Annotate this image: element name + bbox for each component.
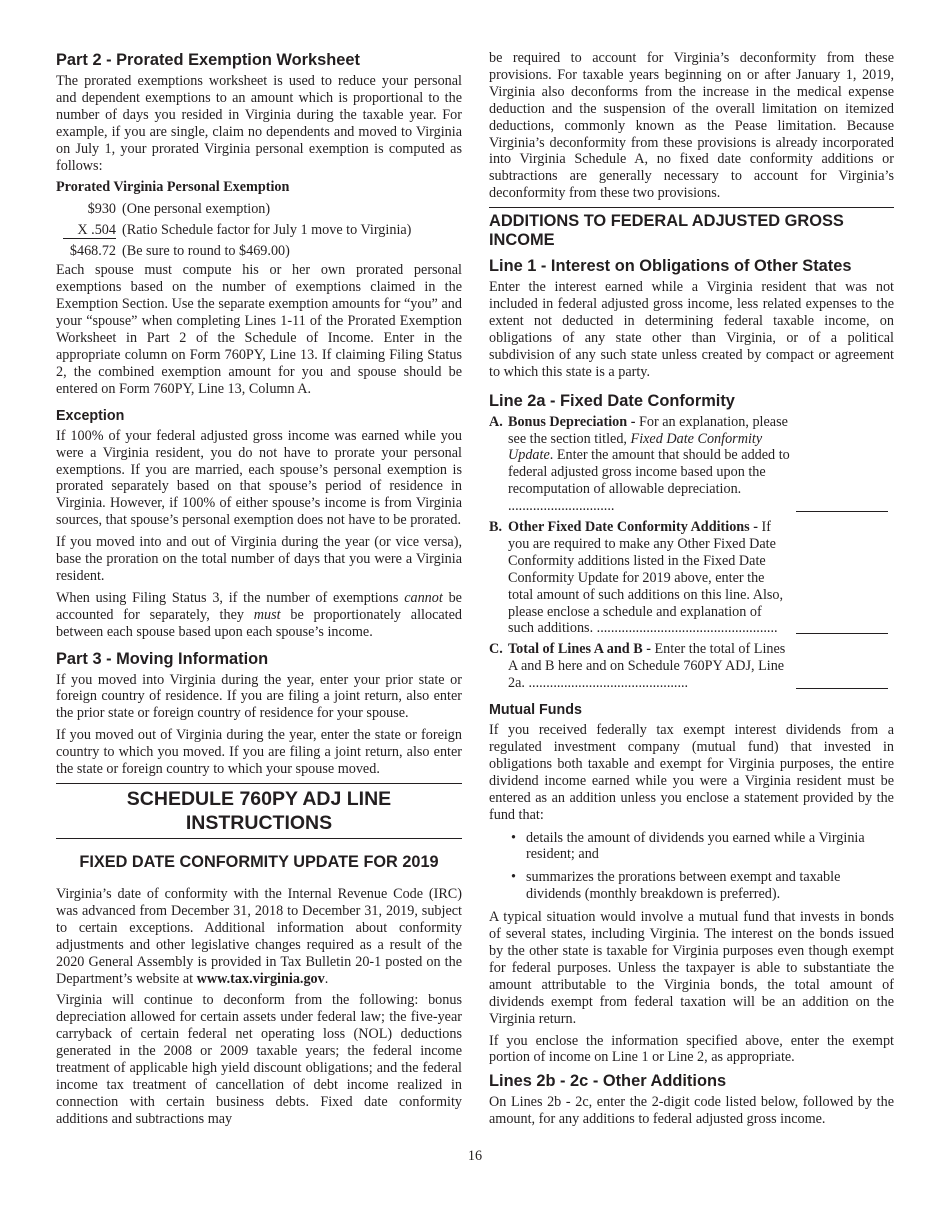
- exemption-calculation: [56, 199, 462, 262]
- mutual-funds-p3: If you enclose the information specified above, enter the exempt portion of income on Line 1 or Line 2, as appropriate.: [489, 1032, 894, 1066]
- item-label: A.: [489, 413, 503, 430]
- part2-para2: Each spouse must compute his or her own prorated personal exemptions based on the number of exemptions claimed in the Exemption Section. Use the separate exemption amounts for “you” and your “spouse” when completing Lines 1-11 of the Prorated Exemption Worksheet in Part 2 of the Schedule of Income. Enter in the appropriate column on Form 760PY, Line 13. If claiming Filing Status 2, the combined exemption amount for you and spouse should be entered on Form 760PY, Line 13, Column A.: [56, 262, 462, 397]
- text-run: For an explanation, please see the section titled,: [508, 413, 788, 447]
- example-heading: Prorated Virginia Personal Exemption: [56, 179, 290, 196]
- amount-blank-line: [796, 633, 888, 634]
- mutual-funds-p2: A typical situation would involve a mutual fund that invests in bonds of several states, including Virginia. The interest on the bonds issued by the other state is taxable for Virginia purposes even though exempt for federal purposes. Unless the taxpayer is able to substantiate the amount attributable to the Virginia bonds, the total amount of dividends exempt from federal taxation will be an addition on the Virginia return.: [489, 909, 894, 1027]
- text-run: . Enter the amount that should be added to federal adjusted gross income based upon the recomputation of allowable depreciation. ..............................: [508, 447, 790, 515]
- item-label: C.: [489, 641, 503, 658]
- part3-p1: If you moved into Virginia during the year, enter your prior state or foreign country of residence. If you are filing a joint return, also enter the prior state or foreign country of residence for your spouse.: [56, 671, 462, 722]
- part3-p2: If you moved out of Virginia during the year, enter the state or foreign country to which you moved. If you are filing a joint return, also enter the state or foreign country to which your spouse moved.: [56, 727, 462, 778]
- calc-row: [56, 199, 462, 220]
- additions-heading: ADDITIONS TO FEDERAL ADJUSTED GROSS INCOME: [489, 212, 844, 250]
- divider: [489, 207, 894, 208]
- mutual-funds-p1: If you received federally tax exempt interest dividends from a regulated investment company (mutual fund) that invested in obligations both taxable and exempt for Virginia purposes, the entire dividend income earned while you were a Virginia resident must be entered as an addition unless you enclose a statement provided by the fund that:: [489, 722, 894, 823]
- line2a-item-b: [489, 519, 894, 637]
- text-run: .: [324, 970, 329, 987]
- exception-p3: [56, 590, 462, 641]
- text-run: If you are required to make any Other Fixed Date Conformity additions listed in the Fixed Date Conformity Update for 2019 above, enter the total amount of such additions on this line. Also, please enclose a schedule and explanation of such additions. ...................................................: [508, 519, 784, 637]
- text-run: Enter the total of Lines A and B here and on Schedule 760PY ADJ, Line 2a. .............................................: [508, 641, 786, 692]
- item-italic: Fixed Date Conformity Update: [508, 430, 763, 464]
- page-number: 16: [467, 1148, 483, 1164]
- item-text: [508, 641, 790, 692]
- item-label: B.: [489, 519, 503, 536]
- calc-amount: [56, 220, 122, 241]
- calc-amount-value: X .504: [63, 222, 116, 239]
- mutual-funds-bullets: [489, 830, 894, 904]
- exception-p1: If 100% of your federal adjusted gross income was earned while you were a Virginia resident, you do not have to prorate your personal exemptions. If you are married, each spouse’s personal exemption is prorated separately based on that spouse’s period of residence in Virginia. However, if 100% of either spouse’s income is from Virginia sources, that spouse’s personal exemption does not have to be prorated.: [56, 427, 462, 529]
- continued-paragraph: be required to account for Virginia’s deconformity from these provisions. For taxable years beginning on or after January 1, 2019, Virginia also deconforms from the increase in the medical expense deduction and the suspension of the overall limitation on itemized deductions, commonly known as the Pease limitation. Because Virginia’s deconformity from these provisions is already incorporated into Virginia Schedule A, no fixed date conformity additions or subtractions are generally necessary to account for Virginia’s deconformity from these two provisions.: [489, 50, 894, 202]
- fixed-date-heading: FIXED DATE CONFORMITY UPDATE FOR 2019: [79, 853, 439, 871]
- item-text: [508, 414, 790, 515]
- part2-intro: The prorated exemptions worksheet is used to reduce your personal and dependent exemptions to an amount which is proportional to the number of days you resided in Virginia during the taxable year. For example, if you are single, claim no dependents and moved to Virginia on July 1, your prorated Virginia personal exemption is computed as follows:: [56, 73, 462, 174]
- lines2b2c-text: On Lines 2b - 2c, enter the 2-digit code listed below, followed by the amount, for any additions to federal adjusted gross income.: [489, 1094, 894, 1128]
- bullet-text: details the amount of dividends you earned while a Virginia resident; and: [526, 829, 865, 863]
- calc-row: [56, 220, 462, 241]
- calc-desc: (Ratio Schedule factor for July 1 move to Virginia): [122, 222, 412, 239]
- line2a-title: Line 2a - Fixed Date Conformity: [489, 391, 735, 410]
- part2-title: Part 2 - Prorated Exemption Worksheet: [56, 51, 360, 69]
- bullet-icon: •: [511, 869, 516, 886]
- calc-amount: $930: [87, 201, 116, 218]
- bullet-icon: •: [511, 829, 516, 846]
- text-run: be accounted for separately, they: [56, 589, 462, 623]
- schedule-heading-line2: INSTRUCTIONS: [185, 812, 333, 834]
- schedule-heading: SCHEDULE 760PY ADJ LINE: [126, 788, 392, 810]
- line2a-item-c: [489, 641, 894, 692]
- text-run: Virginia’s date of conformity with the Internal Revenue Code (IRC) was advanced from December 31, 2018 to December 31, 2019, subject to certain exceptions. Additional information about conformity adjustments and other legislative changes required as a result of the 2020 General Assembly is provided in Tax Bulletin 20-1 posted on the Department’s website at: [56, 886, 462, 987]
- exception-title: Exception: [56, 407, 125, 424]
- lines2b2c-title: Lines 2b - 2c - Other Additions: [489, 1072, 727, 1091]
- amount-blank-line: [796, 688, 888, 689]
- emphasis-must: must: [253, 606, 281, 623]
- calc-desc: (One personal exemption): [122, 201, 271, 218]
- list-item: [511, 869, 894, 903]
- amount-blank-line: [796, 511, 888, 512]
- item-bold: Other Fixed Date Conformity Additions -: [508, 519, 762, 536]
- calc-amount: $468.72: [69, 243, 116, 260]
- fixed-date-p1: [56, 886, 462, 987]
- list-item: [511, 830, 894, 864]
- text-run: When using Filing Status 3, if the number of exemptions: [56, 589, 405, 606]
- mutual-funds-title: Mutual Funds: [489, 702, 582, 719]
- calc-row: [56, 241, 462, 262]
- line2a-item-a: [489, 414, 894, 515]
- item-bold: Total of Lines A and B -: [508, 641, 655, 658]
- exception-p2: If you moved into and out of Virginia during the year (or vice versa), base the proration on the total number of days that you were a Virginia resident.: [56, 534, 462, 584]
- item-text: [508, 519, 790, 637]
- divider: [56, 838, 462, 839]
- divider: [56, 783, 462, 784]
- fixed-date-p2: Virginia will continue to deconform from the following: bonus depreciation allowed for certain assets under federal law; the five-year carryback of certain federal net operating loss (NOL) deductions generated in the 2008 or 2009 taxable years; the federal income treatment of applicable high yield discount obligations; and the federal income tax treatment of cancellation of debt income realized in connection with certain business debts. Fixed date conformity additions and subtractions may: [56, 992, 462, 1127]
- line1-text: Enter the interest earned while a Virginia resident that was not included in federal adjusted gross income, less related expenses to the extent not deducted in determining federal taxable income, on obligations of any state other than Virginia, or of a political subdivision of any such state unless created by compact or agreement to which this state is a party.: [489, 279, 894, 380]
- line1-title: Line 1 - Interest on Obligations of Other States: [489, 257, 852, 276]
- website-link[interactable]: www.tax.virginia.gov: [196, 970, 325, 987]
- calc-desc: (Be sure to round to $469.00): [122, 243, 290, 260]
- bullet-text: summarizes the prorations between exempt and taxable dividends (monthly breakdown is preferred).: [526, 869, 841, 903]
- text-run: be proportionately allocated between each spouse based upon each spouse’s income.: [56, 606, 463, 640]
- left-column: [56, 50, 462, 1133]
- emphasis-cannot: cannot: [404, 589, 443, 606]
- right-column: [489, 50, 894, 1133]
- item-bold: Bonus Depreciation -: [508, 413, 639, 430]
- part3-title: Part 3 - Moving Information: [56, 649, 269, 668]
